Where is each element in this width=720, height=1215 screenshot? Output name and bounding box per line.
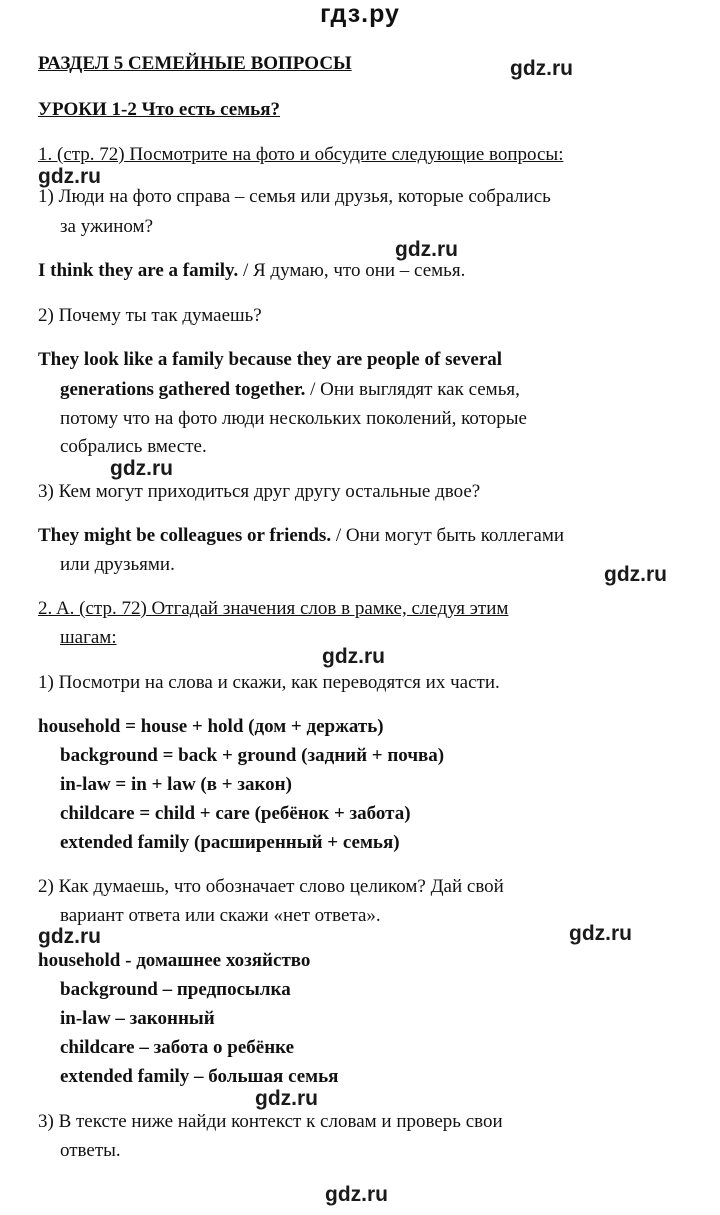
watermark: gdz.ru [110, 457, 173, 480]
answer-russian: / Они могут быть коллегами [331, 525, 565, 546]
word-meaning-item: childcare – забота о ребёнке [60, 1037, 295, 1058]
task2-heading: шагам: [60, 627, 117, 648]
word-parts-item: childcare = child + care (ребёнок + забота) [60, 803, 411, 824]
task2-step1: 1) Посмотри на слова и скажи, как переводятся их части. [38, 672, 500, 693]
word-meaning-item: in-law – законный [60, 1008, 215, 1029]
task1-answer3: или друзьями. [60, 554, 175, 575]
watermark: gdz.ru [510, 57, 573, 80]
word-parts-item: household = house + hold (дом + держать) [38, 716, 384, 737]
answer-english: They might be colleagues or friends. [38, 525, 332, 546]
task1-question1: за ужином? [60, 216, 153, 237]
watermark: gdz.ru [569, 922, 632, 945]
watermark: gdz.ru [255, 1087, 318, 1110]
word-parts-item: extended family (расширенный + семья) [60, 832, 400, 853]
word-meaning-item: background – предпосылка [60, 979, 291, 1000]
task2-step3: 3) В тексте ниже найди контекст к словам и проверь свои [38, 1111, 503, 1132]
watermark: gdz.ru [38, 165, 101, 188]
watermark: gdz.ru [322, 645, 385, 668]
watermark: gdz.ru [395, 238, 458, 261]
answer-english: generations gathered together. [60, 379, 306, 400]
watermark: gdz.ru [325, 1183, 388, 1206]
task1-answer1 [38, 259, 465, 283]
answer-russian: / Я думаю, что они – семья. [238, 260, 466, 281]
task1-question3: 3) Кем могут приходиться друг другу остальные двое? [38, 481, 481, 502]
task2-heading: 2. A. (стр. 72) Отгадай значения слов в рамке, следуя этим [38, 598, 509, 619]
task1-answer2: собрались вместе. [60, 436, 207, 457]
word-parts-item: in-law = in + law (в + закон) [60, 774, 292, 795]
task1-answer3 [38, 524, 564, 548]
task1-question2: 2) Почему ты так думаешь? [38, 305, 262, 326]
task2-step2: 2) Как думаешь, что обозначает слово целиком? Дай свой [38, 876, 504, 897]
word-meaning-item: household - домашнее хозяйство [38, 950, 311, 971]
word-parts-item: background = back + ground (задний + почва) [60, 745, 445, 766]
task1-heading: 1. (стр. 72) Посмотрите на фото и обсудите следующие вопросы: [38, 144, 564, 165]
answer-russian: / Они выглядят как семья, [305, 379, 520, 400]
answer-english: I think they are a family. [38, 260, 239, 281]
task1-answer2 [60, 378, 520, 402]
task1-answer2: They look like a family because they are people of several [38, 349, 503, 370]
lesson-title: УРОКИ 1-2 Что есть семья? [38, 99, 280, 120]
watermark: gdz.ru [604, 563, 667, 586]
task1-answer2: потому что на фото люди нескольких поколений, которые [60, 408, 527, 429]
watermark: gdz.ru [38, 925, 101, 948]
task1-question1: 1) Люди на фото справа – семья или друзья, которые собрались [38, 186, 551, 207]
site-header: гдз.ру [320, 0, 400, 28]
task2-step3: ответы. [60, 1140, 121, 1161]
section-title: РАЗДЕЛ 5 СЕМЕЙНЫЕ ВОПРОСЫ [38, 53, 352, 74]
task2-step2: вариант ответа или скажи «нет ответа». [60, 905, 381, 926]
word-meaning-item: extended family – большая семья [60, 1066, 339, 1087]
